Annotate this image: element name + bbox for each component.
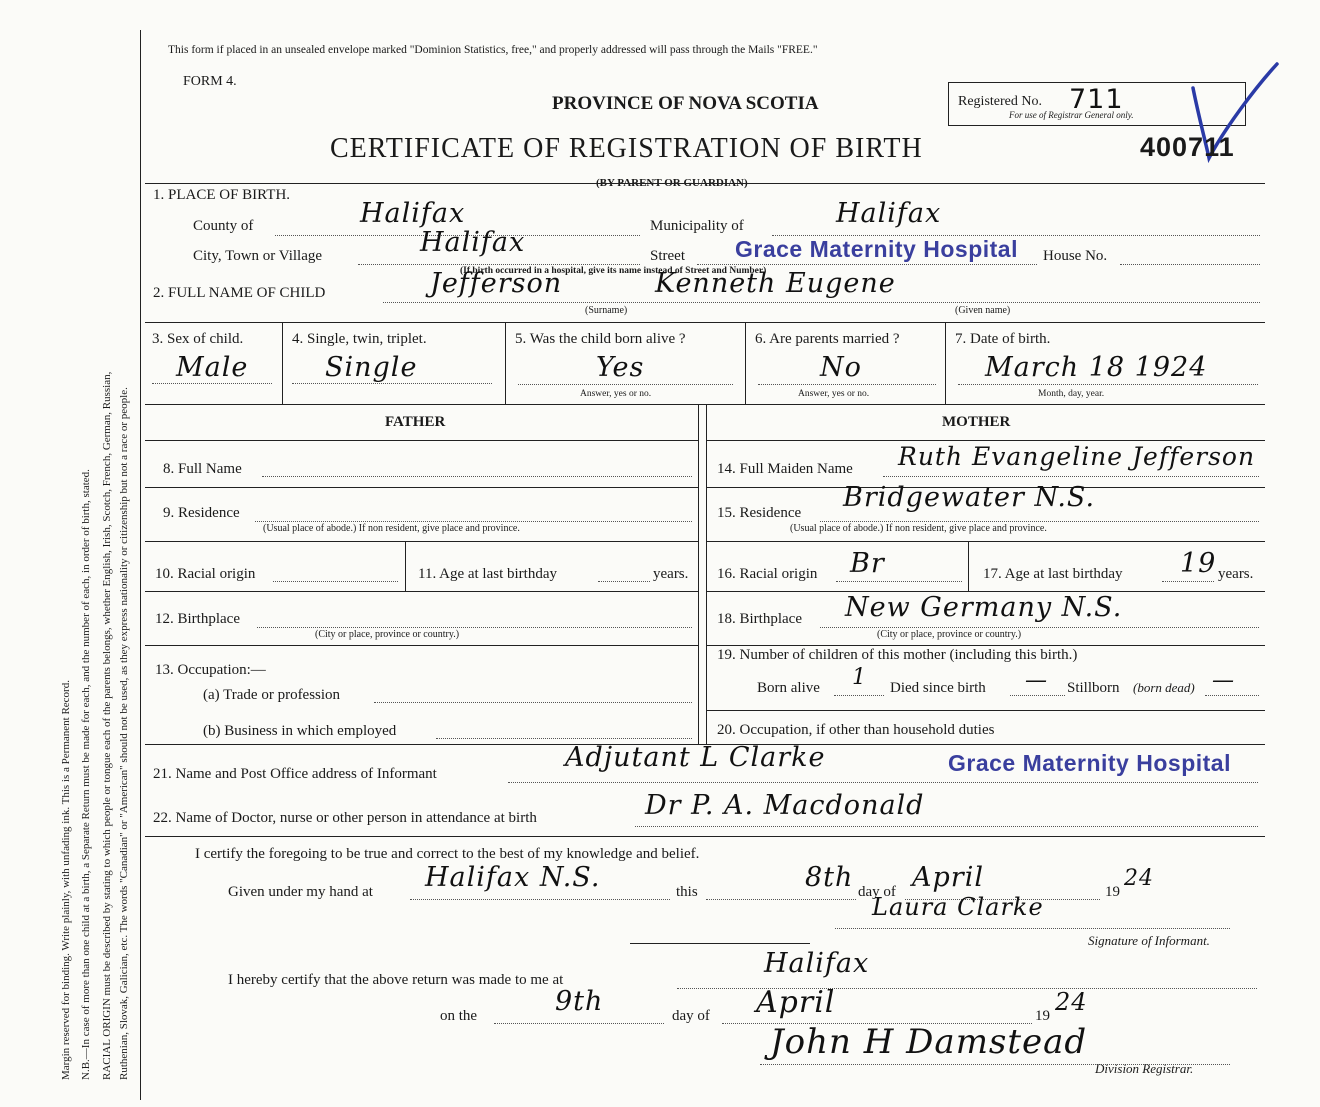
municipality-value: Halifax: [836, 198, 942, 229]
father-name-line: [262, 476, 692, 477]
given-place-line: [410, 899, 670, 900]
certify-day: 8th: [805, 862, 854, 893]
registrar-day-line: [494, 1023, 664, 1024]
doctor-label: 22. Name of Doctor, nurse or other person in attendance at birth: [153, 810, 537, 826]
plurality-value: Single: [325, 352, 418, 383]
plurality-label: 4. Single, twin, triplet.: [292, 331, 427, 347]
certify-this-label: this: [676, 884, 698, 900]
street-line: [697, 264, 1037, 265]
parents-divider-2: [706, 404, 707, 744]
father-trade-label: (a) Trade or profession: [203, 687, 341, 703]
county-value: Halifax: [360, 198, 466, 229]
registrar-day-of-label: day of: [672, 1008, 710, 1024]
born-alive-count: 1: [852, 665, 867, 690]
mother-rule-6: [706, 710, 1265, 711]
parents-divider-1: [698, 404, 699, 744]
margin-note-1: Margin reserved for binding. Write plainly, with unfading ink. This is a Permanent Record.: [60, 680, 72, 1080]
mother-age-unit: years.: [1218, 566, 1254, 582]
rule-certify-top: [145, 836, 1265, 837]
father-name-label: 8. Full Name: [163, 461, 242, 477]
father-age-unit: years.: [653, 566, 689, 582]
informant-signature-line: [835, 928, 1230, 929]
mother-racial-value: Br: [850, 548, 885, 579]
father-age-divider: [405, 541, 406, 591]
mother-age-label: 17. Age at last birthday: [983, 566, 1123, 582]
dob-line: [958, 384, 1258, 385]
stamp-number: 400711: [1140, 132, 1235, 162]
certify-month: April: [912, 862, 984, 893]
stillborn-count: —: [1212, 668, 1235, 693]
margin-notes: [0, 0, 140, 1107]
child-name-label: 2. FULL NAME OF CHILD: [153, 285, 326, 301]
registrar-year: 24: [1055, 988, 1088, 1016]
mother-age-divider: [968, 541, 969, 591]
mother-residence-caption: (Usual place of abode.) If non resident, give place and province.: [790, 523, 1047, 534]
city-value: Halifax: [420, 227, 526, 258]
mother-rule-5: [706, 645, 1265, 646]
sex-value: Male: [176, 352, 249, 383]
mother-residence-label: 15. Residence: [717, 505, 802, 521]
born-alive-value: Yes: [596, 352, 645, 383]
registrar-place: Halifax: [764, 948, 870, 979]
registrar-statement: I hereby certify that the above return was made to me at: [228, 972, 564, 988]
father-business-line: [436, 738, 692, 739]
divider-d: [945, 322, 946, 404]
born-alive-count-line: [834, 695, 884, 696]
father-residence-caption: (Usual place of abode.) If non resident, give place and province.: [263, 523, 520, 534]
stillborn-line: [1205, 695, 1259, 696]
certify-year-prefix: 19: [1105, 884, 1120, 900]
province-heading: PROVINCE OF NOVA SCOTIA: [552, 93, 819, 114]
certificate-title: CERTIFICATE OF REGISTRATION OF BIRTH: [330, 133, 923, 164]
father-age-line: [598, 581, 650, 582]
father-racial-label: 10. Racial origin: [155, 566, 256, 582]
father-age-label: 11. Age at last birthday: [418, 566, 557, 582]
died-label: Died since birth: [890, 680, 986, 696]
certify-day-of-label: day of: [858, 884, 896, 900]
mother-racial-label: 16. Racial origin: [717, 566, 818, 582]
hospital-note: (If birth occurred in a hospital, give its name instead of Street and Number): [460, 266, 767, 276]
sex-line: [152, 383, 272, 384]
father-occupation-label: 13. Occupation:—: [155, 662, 266, 678]
registrar-year-prefix: 19: [1035, 1008, 1050, 1024]
child-surname: Jefferson: [430, 268, 563, 299]
registered-number: 711: [1069, 84, 1124, 115]
registrar-note: For use of Registrar General only.: [1009, 110, 1134, 120]
divider-a: [282, 322, 283, 404]
mother-name-label: 14. Full Maiden Name: [717, 461, 853, 477]
registrar-on-label: on the: [440, 1008, 478, 1024]
place-of-birth-label: 1. PLACE OF BIRTH.: [153, 187, 291, 203]
street-hospital-stamp: Grace Maternity Hospital: [735, 236, 1018, 262]
father-birthplace-line: [257, 627, 692, 628]
informant-signature: Laura Clarke: [872, 893, 1044, 921]
rule-parents-top: [145, 404, 1265, 405]
registrar-month: April: [756, 985, 836, 1020]
house-line: [1120, 264, 1260, 265]
informant-line: [508, 782, 1258, 783]
father-rule-1: [145, 440, 698, 441]
margin-note-2: N.B.—In case of more than one child at a birth, a Separate Return must be made for each, and the number of each, in order of birth, stated.: [80, 469, 92, 1080]
certify-divider: [630, 943, 810, 944]
certify-year: 24: [1124, 866, 1154, 891]
plurality-line: [292, 383, 492, 384]
married-value: No: [820, 352, 862, 383]
mother-birthplace-value: New Germany N.S.: [845, 592, 1123, 623]
given-place: Halifax N.S.: [425, 862, 601, 893]
certify-day-line: [706, 899, 856, 900]
father-racial-line: [273, 581, 398, 582]
surname-caption: (Surname): [585, 305, 628, 316]
rule-row3-top: [145, 322, 1265, 323]
registered-label: Registered No.: [958, 94, 1042, 109]
city-label: City, Town or Village: [193, 248, 323, 264]
father-business-label: (b) Business in which employed: [203, 723, 397, 739]
stillborn-label: Stillborn: [1067, 680, 1120, 696]
registrar-day: 9th: [555, 986, 604, 1017]
father-trade-line: [374, 702, 692, 703]
given-under-label: Given under my hand at: [228, 884, 373, 900]
informant-signature-caption: Signature of Informant.: [1088, 933, 1210, 948]
born-alive-count-label: Born alive: [757, 680, 820, 696]
stillborn-note: (born dead): [1133, 680, 1195, 695]
margin-rule: [140, 30, 141, 1100]
dob-caption: Month, day, year.: [1038, 389, 1105, 399]
father-birthplace-caption: (City or place, province or country.): [315, 629, 460, 640]
form-number: FORM 4.: [183, 74, 237, 89]
certify-statement: I certify the foregoing to be true and correct to the best of my knowledge and belief.: [195, 846, 700, 862]
father-rule-4: [145, 591, 698, 592]
sex-label: 3. Sex of child.: [152, 331, 244, 347]
mother-occupation-label: 20. Occupation, if other than household duties: [717, 722, 995, 738]
mother-name-value: Ruth Evangeline Jefferson: [898, 442, 1256, 471]
mother-birthplace-caption: (City or place, province or country.): [877, 629, 1022, 640]
mother-name-line: [883, 476, 1259, 477]
born-alive-label: 5. Was the child born alive ?: [515, 331, 686, 347]
father-heading: FATHER: [385, 414, 446, 430]
mother-residence-value: Bridgewater N.S.: [843, 482, 1096, 513]
divider-b: [505, 322, 506, 404]
mother-racial-line: [836, 581, 962, 582]
married-caption: Answer, yes or no.: [798, 389, 870, 399]
margin-note-3: RACIAL ORIGIN must be described by stating to which people or tongue each of the parents belongs, whether English, Irish, Scotch, French, German, Russian,: [101, 371, 113, 1080]
father-residence-line: [255, 521, 692, 522]
informant-label: 21. Name and Post Office address of Informant: [153, 766, 437, 782]
mother-age-line: [1162, 581, 1214, 582]
informant-hospital-stamp: Grace Maternity Hospital: [948, 750, 1231, 776]
mother-rule-1: [706, 440, 1265, 441]
died-count: —: [1025, 668, 1048, 693]
child-given-name: Kenneth Eugene: [655, 268, 896, 299]
doctor-name: Dr P. A. Macdonald: [645, 790, 925, 821]
died-line: [1010, 695, 1065, 696]
city-line: [358, 264, 640, 265]
registrar-caption: Division Registrar.: [1095, 1061, 1194, 1076]
street-label: Street: [650, 248, 685, 264]
father-rule-5: [145, 645, 698, 646]
married-label: 6. Are parents married ?: [755, 331, 900, 347]
municipality-label: Municipality of: [650, 218, 744, 234]
mother-heading: MOTHER: [942, 414, 1011, 430]
mother-birthplace-label: 18. Birthplace: [717, 611, 802, 627]
mother-birthplace-line: [820, 627, 1259, 628]
married-line: [758, 384, 936, 385]
given-caption: (Given name): [955, 305, 1011, 316]
mother-age-value: 19: [1180, 548, 1217, 579]
mother-residence-line: [820, 521, 1259, 522]
divider-c: [745, 322, 746, 404]
registrar-signature: John H Damstead: [770, 1022, 1088, 1062]
house-label: House No.: [1043, 248, 1108, 264]
dob-value: March 18 1924: [985, 352, 1208, 383]
mail-notice: This form if placed in an unsealed envelope marked "Dominion Statistics, free," and properly addressed will pass through the Mails "FREE.": [168, 44, 818, 56]
rule-top: [145, 183, 1265, 184]
child-name-line: [383, 302, 1260, 303]
father-birthplace-label: 12. Birthplace: [155, 611, 240, 627]
mother-rule-3: [706, 541, 1265, 542]
mother-children-label: 19. Number of children of this mother (including this birth.): [717, 647, 1078, 663]
dob-label: 7. Date of birth.: [955, 331, 1051, 347]
born-alive-line: [518, 384, 733, 385]
margin-note-4: Ruthenian, Slovak, Galician, etc. The words "Canadian" or "American" should not be used, as they express nationality or citizenship but not a race or people.: [118, 387, 130, 1080]
county-label: County of: [193, 218, 254, 234]
born-alive-caption: Answer, yes or no.: [580, 389, 652, 399]
informant-name: Adjutant L Clarke: [565, 742, 826, 773]
father-rule-3: [145, 541, 698, 542]
certificate-subtitle: (BY PARENT OR GUARDIAN): [596, 177, 748, 189]
father-rule-2: [145, 487, 698, 488]
doctor-line: [635, 826, 1258, 827]
father-residence-label: 9. Residence: [163, 505, 240, 521]
